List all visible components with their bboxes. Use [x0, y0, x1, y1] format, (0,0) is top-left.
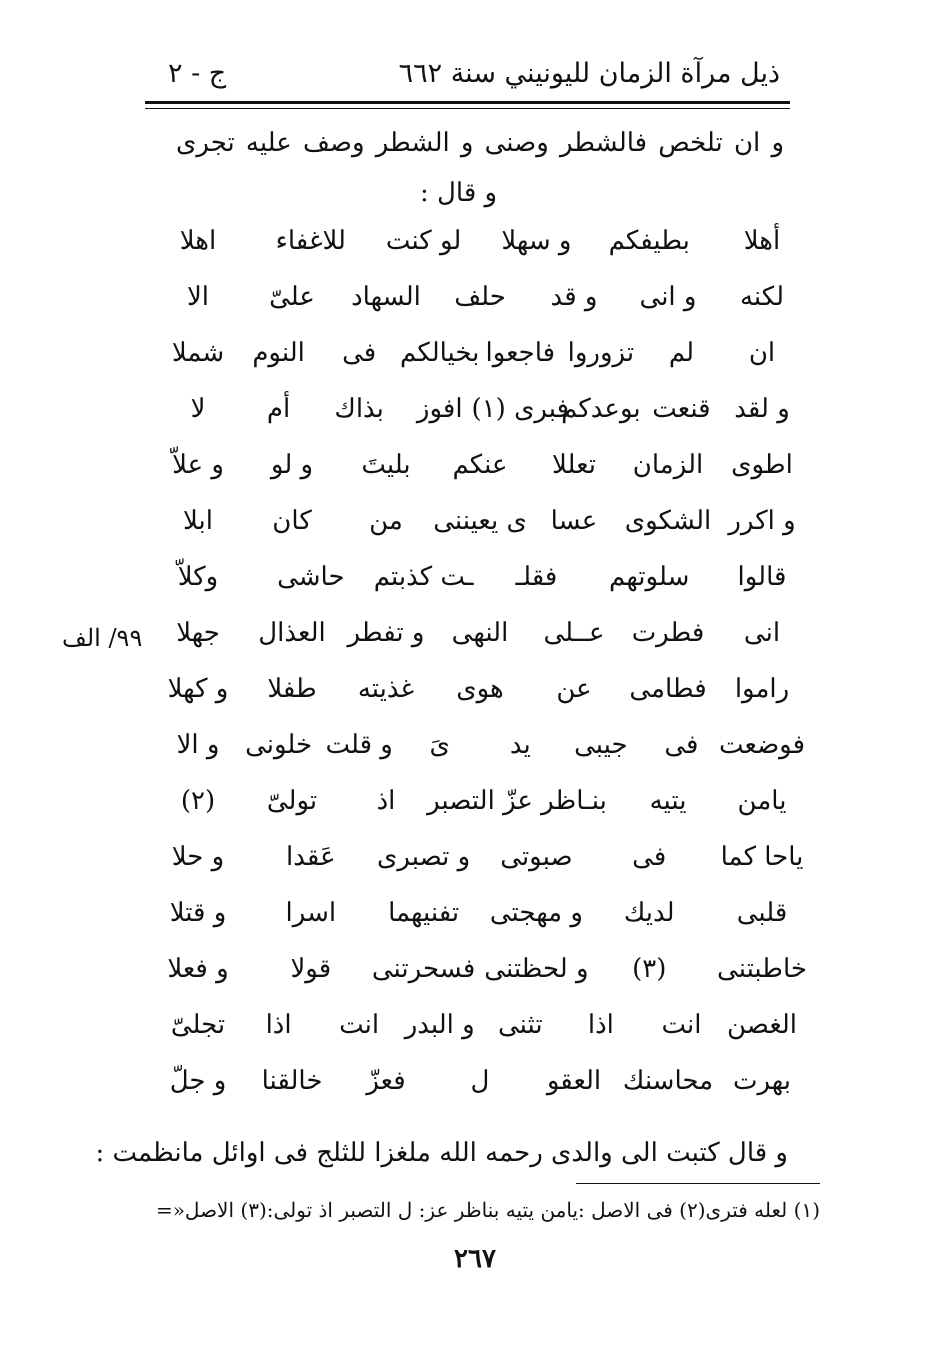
- verse-word: فطامى: [629, 674, 707, 704]
- verse-word: ى يعيننى: [433, 506, 527, 536]
- verse-word: انت: [339, 1010, 380, 1040]
- verse-word: راموا: [734, 674, 790, 704]
- verse-word: يد: [509, 730, 531, 760]
- verse-word: جهلا: [176, 618, 220, 648]
- verse-word: عَقدا: [286, 842, 336, 872]
- verse-word: و تصبرى: [377, 842, 471, 872]
- verse-word: ياحا كما: [720, 842, 804, 872]
- verse-word: تفنيهما: [388, 898, 460, 928]
- verse-word: لو كنت: [385, 226, 462, 256]
- verse-word: الزمان: [632, 450, 704, 480]
- verse-word: النوم: [252, 338, 305, 368]
- verse-word: ل: [470, 1066, 490, 1096]
- verse-word: اطوى: [731, 450, 793, 480]
- header-rule-thin: [145, 108, 790, 109]
- verse-word: للاغفاء: [275, 226, 346, 256]
- qaal-heading: و قال :: [420, 178, 498, 208]
- verse-line: [176, 562, 787, 602]
- verse-word: من: [369, 506, 403, 536]
- verse-word: بنـاظر: [541, 786, 607, 816]
- verse-word: و اكرر: [728, 506, 796, 536]
- verse-word: وكلاّ: [177, 562, 219, 592]
- verse-line: [171, 338, 784, 378]
- verse-word: قولا: [290, 954, 332, 984]
- verse-word: (٢): [180, 786, 216, 816]
- verse-word: قنعت: [652, 394, 711, 424]
- verse-word: أم: [266, 394, 291, 424]
- verse-word: قلبى: [736, 898, 788, 928]
- verse-word: بطيفكم: [608, 226, 690, 256]
- verse-word: يتيه: [649, 786, 687, 816]
- verse-word: فاجعوا: [485, 338, 556, 368]
- verse-line: [176, 506, 796, 546]
- verse-word: و جلّ: [169, 1066, 227, 1096]
- margin-folio-note: ٩٩/ الف: [62, 624, 143, 652]
- verse-word: و فعلا: [167, 954, 229, 984]
- verse-word: ىَ: [429, 730, 450, 760]
- footnote-rule: [576, 1183, 820, 1184]
- verse-word: عزّ التصبر: [427, 786, 533, 816]
- footnote: (١) لعله فترى(٢) فى الاصل :يامن يتيه بناظر عز: ل التصبر اذ تولى:(٣) الاصل«=: [155, 1198, 820, 1222]
- verse-word: فى: [632, 842, 667, 872]
- verse-word: محاسنك: [622, 1066, 714, 1096]
- verse-line: [172, 450, 793, 490]
- verse-word: ابلا: [183, 506, 213, 536]
- verse-word: فبرى (١): [471, 394, 570, 424]
- verse-word: فوضعت: [718, 730, 806, 760]
- verse-line: [176, 618, 784, 658]
- verse-word: بذاك: [334, 394, 384, 424]
- verse-word: اذ: [376, 786, 396, 816]
- verse-word: و مهجتى: [489, 898, 583, 928]
- verse-word: فطرت: [631, 618, 705, 648]
- verse-word: و حلا: [171, 842, 225, 872]
- running-header: [140, 58, 790, 98]
- verse-word: الا: [186, 282, 210, 312]
- verse-word: النهى: [451, 618, 509, 648]
- verse-word: اسرا: [285, 898, 337, 928]
- verse-word: و قلت: [325, 730, 393, 760]
- verse-word: اذا: [587, 1010, 614, 1040]
- verse-line: [176, 394, 790, 434]
- verse-word: تزوروا: [567, 338, 635, 368]
- header-volume: ج - ٢: [168, 58, 227, 89]
- verse-word: عنكم: [452, 450, 508, 480]
- verse-word: علىّ: [269, 282, 315, 312]
- verse-word: اذا: [265, 1010, 292, 1040]
- header-rule-thick: [145, 101, 790, 104]
- verse-word: فعزّ: [366, 1066, 406, 1096]
- verse-word: و لو: [270, 450, 314, 480]
- verse-word: خالقنا: [261, 1066, 323, 1096]
- verse-word: فسحرتنى: [371, 954, 476, 984]
- verse-word: و قد: [550, 282, 598, 312]
- verse-word: الغصن: [726, 1010, 798, 1040]
- verse-word: و قتلا: [169, 898, 227, 928]
- verse-line: [176, 282, 784, 322]
- verse-word: و كهلا: [167, 674, 229, 704]
- verse-word: حاشى: [277, 562, 345, 592]
- intro-line: و ان تلخص فالشطر وصنى و الشطر وصف عليه تجرى: [176, 128, 784, 158]
- verse-word: حلف: [454, 282, 506, 312]
- verse-word: بليتَ: [361, 450, 411, 480]
- verse-word: فى: [664, 730, 699, 760]
- verse-word: كان: [272, 506, 312, 536]
- verse-line: [176, 786, 787, 826]
- verse-word: لا: [190, 394, 206, 424]
- verse-word: بخيالكم: [400, 338, 480, 368]
- verse-word: أهلا: [743, 226, 781, 256]
- verse-word: خلونى: [245, 730, 313, 760]
- verse-word: سلوتهم: [609, 562, 690, 592]
- verse-word: طفلا: [267, 674, 317, 704]
- verse-word: هوى: [456, 674, 504, 704]
- verse-word: السهاد: [351, 282, 421, 312]
- verse-word: لم: [668, 338, 695, 368]
- verse-word: بوعدكم: [561, 394, 641, 424]
- verse-word: قالوا: [737, 562, 787, 592]
- header-title: ذيل مرآة الزمان لليونيني سنة ٦٦٢: [398, 58, 780, 89]
- verse-line: [170, 1010, 798, 1050]
- verse-line: [167, 954, 807, 994]
- verse-word: عسا: [550, 506, 598, 536]
- verse-word: عن: [556, 674, 592, 704]
- verse-line: [169, 1066, 792, 1106]
- verse-word: و تفطر: [347, 618, 425, 648]
- verse-word: و لحظتنى: [484, 954, 589, 984]
- verse-word: العقو: [546, 1066, 602, 1096]
- verse-word: تعللا: [552, 450, 596, 480]
- verse-word: الشكوى: [624, 506, 712, 536]
- verse-word: بهرت: [732, 1066, 792, 1096]
- verse-word: تثنى: [497, 1010, 543, 1040]
- verse-word: جيبى: [574, 730, 628, 760]
- verse-line: [167, 674, 790, 714]
- verse-word: و علاّ: [172, 450, 224, 480]
- verse-line: [169, 898, 788, 938]
- closing-line: و قال كتبت الى والدى رحمه الله ملغزا للثلج فى اوائل مانظمت :: [95, 1138, 788, 1168]
- verse-word: انى: [743, 618, 781, 648]
- verse-word: لديك: [623, 898, 675, 928]
- verse-word: افوز: [416, 394, 463, 424]
- page-number: ٢٦٧: [454, 1244, 496, 1274]
- verse-word: تجلىّ: [170, 1010, 226, 1040]
- verse-word: و الا: [176, 730, 220, 760]
- verse-word: فى: [342, 338, 377, 368]
- verse-word: لكنه: [739, 282, 785, 312]
- verse-word: انت: [661, 1010, 702, 1040]
- verse-word: ـت كذبتم: [373, 562, 474, 592]
- verse-word: العذال: [258, 618, 326, 648]
- verse-word: غذيته: [357, 674, 415, 704]
- verse-word: يامن: [737, 786, 787, 816]
- verse-word: فقلـ: [515, 562, 558, 592]
- verse-line: [176, 226, 784, 266]
- verse-word: اهلا: [179, 226, 217, 256]
- verse-word: ان: [748, 338, 776, 368]
- verse-line: [171, 842, 804, 882]
- verse-word: و انى: [639, 282, 697, 312]
- verse-line: [176, 730, 806, 770]
- verse-word: (٣): [632, 954, 667, 984]
- verse-word: تولىّ: [266, 786, 318, 816]
- verse-word: و لقد: [734, 394, 790, 424]
- verse-word: خاطبتنى: [717, 954, 807, 984]
- verse-word: و سهلا: [501, 226, 572, 256]
- verse-word: عــلى: [543, 618, 605, 648]
- verse-word: صبوتى: [500, 842, 573, 872]
- verse-word: شملا: [171, 338, 225, 368]
- verse-word: و البدر: [404, 1010, 475, 1040]
